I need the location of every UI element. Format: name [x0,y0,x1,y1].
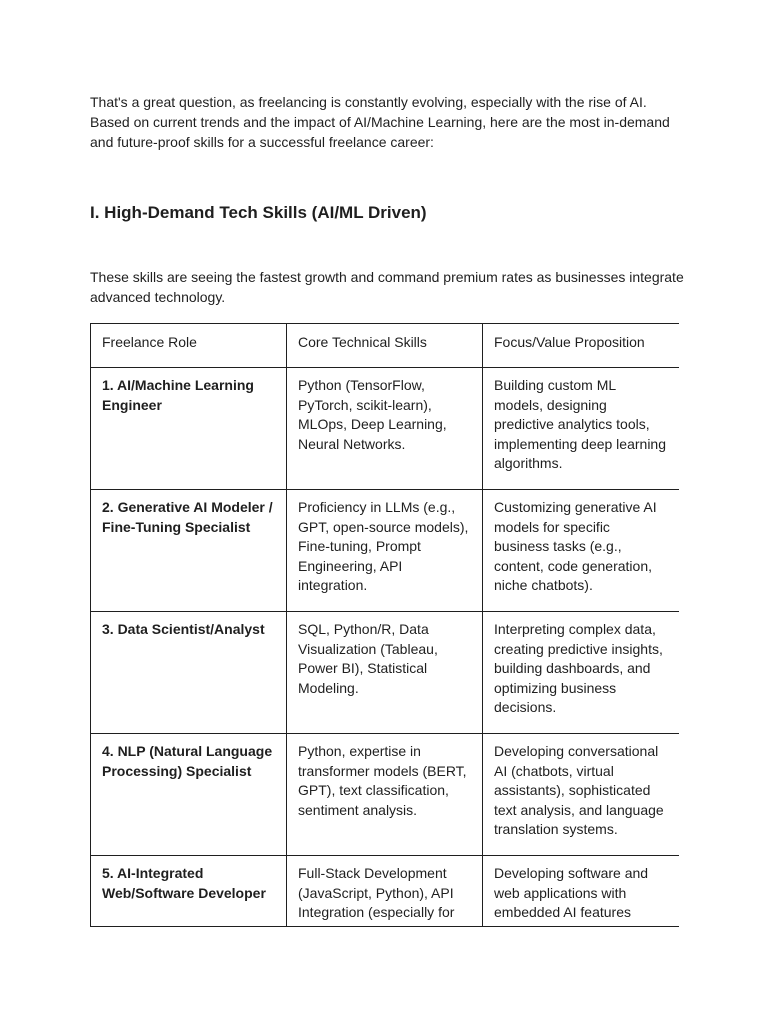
header-core-technical-skills: Core Technical Skills [287,324,483,368]
role-cell: 4. NLP (Natural Language Processing) Specialist [91,734,287,856]
value-cell: Building custom ML models, designing predictive analytics tools, implementing deep learning algorithms. [483,368,680,490]
skills-cell: SQL, Python/R, Data Visualization (Tableau, Power BI), Statistical Modeling. [287,612,483,734]
skills-table [90,323,679,927]
value-cell: Developing conversational AI (chatbots, virtual assistants), sophisticated text analysis, and language translation systems. [483,734,680,856]
table-row [91,856,680,928]
table-header-row [91,324,680,368]
skills-cell: Python, expertise in transformer models (BERT, GPT), text classification, sentiment analysis. [287,734,483,856]
value-cell: Developing software and web applications with embedded AI features [483,856,680,928]
table-row [91,490,680,612]
value-cell: Interpreting complex data, creating predictive insights, building dashboards, and optimizing business decisions. [483,612,680,734]
skills-cell: Proficiency in LLMs (e.g., GPT, open-source models), Fine-tuning, Prompt Engineering, API integration. [287,490,483,612]
table-row [91,612,680,734]
role-cell: 3. Data Scientist/Analyst [91,612,287,734]
value-cell: Customizing generative AI models for specific business tasks (e.g., content, code generation, niche chatbots). [483,490,680,612]
role-cell: 1. AI/Machine Learning Engineer [91,368,287,490]
skills-table-container [90,323,679,927]
header-focus-value-proposition: Focus/Value Proposition [483,324,680,368]
section-heading: I. High-Demand Tech Skills (AI/ML Driven) [90,203,427,222]
intro-paragraph: That's a great question, as freelancing is constantly evolving, especially with the rise of AI. Based on current trends and the impact of AI/Machine Learning, here are the most in-demand and future-proof skills for a successful freelance career: [90,94,670,150]
section-lead-paragraph: These skills are seeing the fastest growth and command premium rates as businesses integrate advanced technology. [90,269,684,305]
table-row [91,734,680,856]
skills-cell: Full-Stack Development (JavaScript, Python), API Integration (especially for [287,856,483,928]
role-cell: 5. AI-Integrated Web/Software Developer [91,856,287,928]
table-row [91,368,680,490]
role-cell: 2. Generative AI Modeler / Fine-Tuning Specialist [91,490,287,612]
header-freelance-role: Freelance Role [91,324,287,368]
skills-cell: Python (TensorFlow, PyTorch, scikit-learn), MLOps, Deep Learning, Neural Networks. [287,368,483,490]
